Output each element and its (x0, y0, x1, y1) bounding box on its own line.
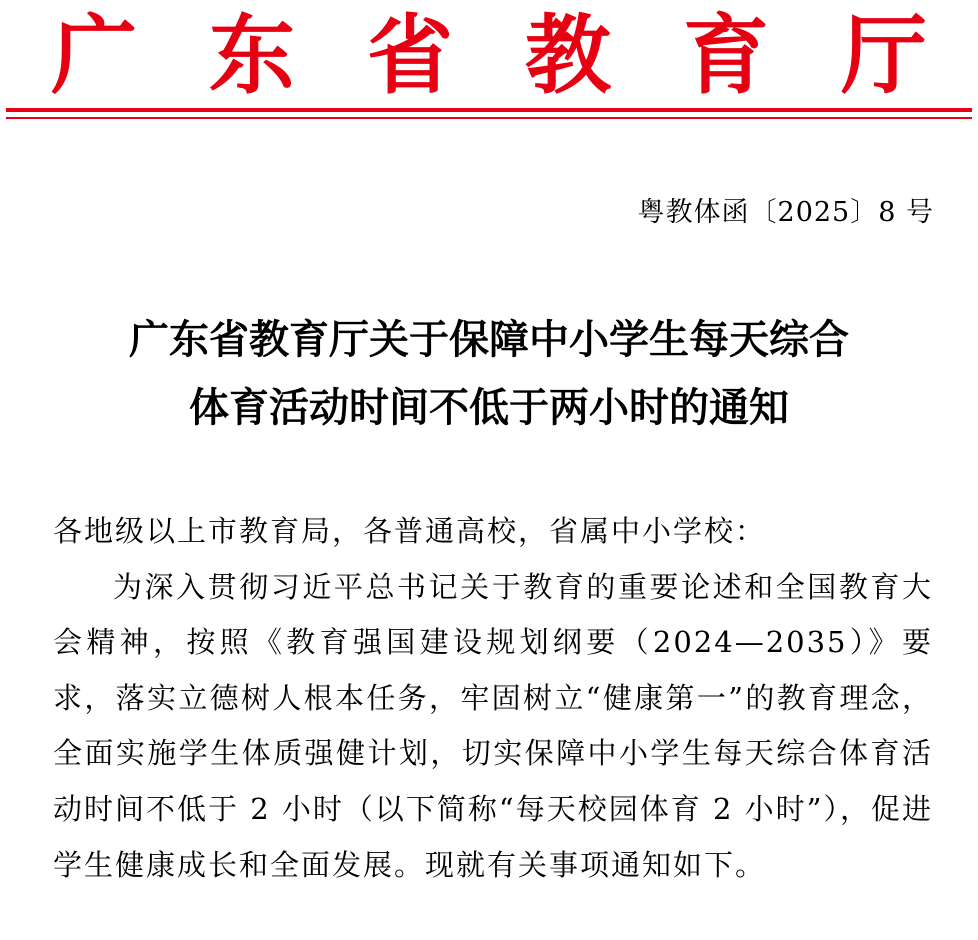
masthead (44, 8, 934, 104)
document-title-line: 体育活动时间不低于两小时的通知 (189, 385, 789, 431)
document-number: 粤教体函〔2025〕8 号 (637, 197, 934, 228)
body-paragraph: 为深入贯彻习近平总书记关于教育的重要论述和全国教育大会精神，按照《教育强国建设规划纲要（2024—2035）》要求，落实立德树人根本任务，牢固树立“健康第一”的教育理念，全面实施学生体质强健计划，切实保障中小学生每天综合体育活动时间不低于 2 小时（以下简称“每天校园体育 2 小时”），促进学生健康成长和全面发展。现就有关事项通知如下。 (53, 569, 933, 882)
masthead-char: 厅 (841, 6, 927, 106)
masthead-char: 东 (209, 6, 295, 106)
document-title-line: 广东省教育厅关于保障中小学生每天综合 (129, 317, 849, 363)
masthead-divider-thick (6, 108, 972, 112)
masthead-char: 教 (525, 6, 611, 106)
masthead-divider-thin (6, 117, 972, 119)
addressee: 各地级以上市教育局，各普通高校，省属中小学校： (53, 514, 767, 548)
document-title (0, 306, 978, 442)
document-body (53, 504, 933, 893)
masthead-char: 广 (51, 6, 137, 106)
masthead-char: 省 (367, 6, 453, 106)
masthead-char: 育 (683, 6, 769, 106)
